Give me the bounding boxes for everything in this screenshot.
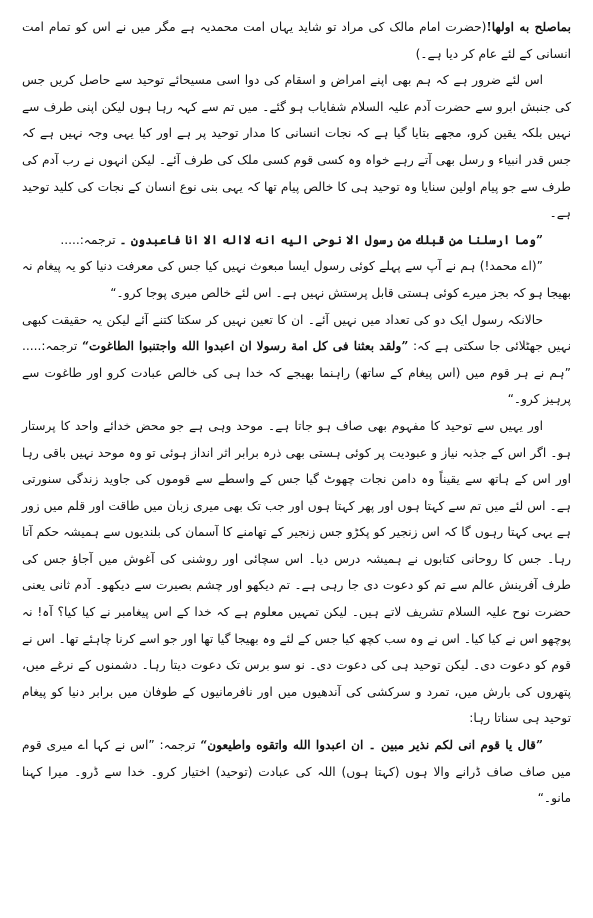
urdu-text: اور یہیں سے توحید کا مفہوم بھی صاف ہو جاتا ہے۔ موحد وہی ہے جو محض خدائے واحد کا پرستار ہو۔ اگر اس کے جذبہ نیاز و عبودیت پر کوئی ہستی بھی ذرہ برابر اثر انداز ہوئی تو وہ موحد نہیں باقی رہا اور اس کے ہاتھ سے یقیناً وہ دامن نجات چھوٹ گیا جس کے واسطے سے قوموں کی جاوید زندگی سنورتی ہے۔ اس لئے میں تم سے کہتا ہوں اور پھر کہتا ہوں اور جب تک بھی میری زبان میں طاقت اور قلم میں زور ہے یہی کہتا رہوں گا کہ اس زنجیر کو پکڑو جس زنجیر کے تھامنے کا آسمان کی بلندیوں سے ہمیشہ حکم آتا رہا۔ جس کا روحانی کتابوں نے ہمیشہ درس دیا۔ اس سچائی اور روشنی کی آغوش میں آجاؤ جس کی طرف آفرینش عالم سے تم کو دعوت دی جا رہی ہے۔ تم دیکھو اور چشم بصیرت سے دیکھو۔ آدم ثانی یعنی حضرت نوح علیہ السلام تشریف لاتے ہیں۔ لیکن تمہیں معلوم ہے کہ خدا کے اس پیغامبر نے کیا کیا؟ آہ! نہ پوچھو اس نے کیا کیا۔ اس نے وہ سب کچھ کیا جس کے لئے وہ بھیجا گیا تھا اور جو اسے کرنا چاہئے تھا۔ اس نے قوم کو دعوت دی۔ لیکن توحید ہی کی دعوت دی۔ نو سو برس تک دعوت دیتا رہا۔ دشمنوں کے نرغے میں، پتھروں کی بارش میں، تمرد و سرکشی کی آندھیوں میں اور نافرمانیوں کے طوفان میں برابر دنیا کو پیغام توحید ہی سناتا رہا: (22, 418, 571, 726)
paragraph-4 (22, 253, 571, 306)
paragraph-3 (22, 227, 571, 254)
urdu-text: اس لئے ضرور ہے کہ ہم بھی اپنے امراض و اسقام کی دوا اسی مسیحائے توحید سے حاصل کریں جس کی جنبش ابرو سے حضرت آدم علیہ السلام شفایاب ہو گئے۔ میں تم سے کہہ رہا ہوں لیکن اپنی طرف سے نہیں بلکہ یقین کرو، مجھے بتایا گیا ہے کہ نجات انسانی کا مدار توحید پر ہے اور کیا یہی وجہ نہیں ہے کہ جس قدر انبیاء و رسل بھی آتے رہے خواہ وہ کسی قوم کسی ملک کی طرف آئے۔ لیکن انہوں نے رب آدم کی طرف سے جو پیام اولین سنایا وہ توحید ہی کا خالص پیام تھا کہ یہی بنی نوع انسان کے نجات کی کلید توحید ہے۔ (22, 73, 571, 221)
arabic-quote: بماصلح به اولها! (486, 20, 571, 34)
paragraph-7 (22, 732, 571, 812)
urdu-text: ترجمہ:..... ”ہم نے ہر قوم میں (اس پیغام کے ساتھ) راہنما بھیجے کہ خدا ہی کی خالص عبادت کرو اور طاغوت سے پرہیز کرو۔“ (22, 339, 571, 407)
arabic-quote: ”قال يا قوم انى لكم نذير مبين ۔ ان اعبدوا الله واتقوه واطيعون“ (200, 738, 543, 753)
urdu-text: ترجمہ: ”اس نے کہا اے میری قوم میں صاف صاف ڈرانے والا ہوں (کہتا ہوں) اللہ کی عبادت (توحید) اختیار کرو۔ خدا سے ڈرو۔ میرا کہنا مانو۔“ (22, 738, 571, 806)
urdu-text: (حضرت امام مالک کی مراد تو شاید یہاں امت محمدیہ ہے مگر میں نے اس کو تمام امت انسانی کے لئے عام کر دیا ہے۔) (22, 20, 571, 61)
arabic-quote: ”وما ارسلنا من قبلك من رسول الا نوحى اليه انه لااله الا انا فاعبدون ۔ (119, 232, 543, 247)
paragraph-5 (22, 307, 571, 413)
urdu-text: حالانکہ رسول ایک دو کی تعداد میں نہیں آئے۔ ان کا تعین نہیں کر سکتا کتنے آئے لیکن یہ حقیقت کبھی نہیں جھٹلائی جا سکتی ہے کہ: (22, 312, 571, 354)
paragraph-6 (22, 413, 571, 732)
urdu-text: ”(اے محمد!) ہم نے آپ سے پہلے کوئی رسول ایسا مبعوث نہیں کیا جس کی معرفت دنیا کو یہ پیغام نہ بھیجا ہو کہ بجز میرے کوئی ہستی قابل پرستش نہیں ہے۔ اس لئے خالص میری پوجا کرو۔“ (22, 259, 571, 300)
paragraph-1 (22, 14, 571, 67)
arabic-quote: ”ولقد بعثنا فى كل امة رسولا ان اعبدوا الله واجتنبوا الطاغوت“ (82, 339, 409, 354)
urdu-text: ترجمہ:..... (60, 232, 120, 247)
paragraph-2 (22, 67, 571, 227)
